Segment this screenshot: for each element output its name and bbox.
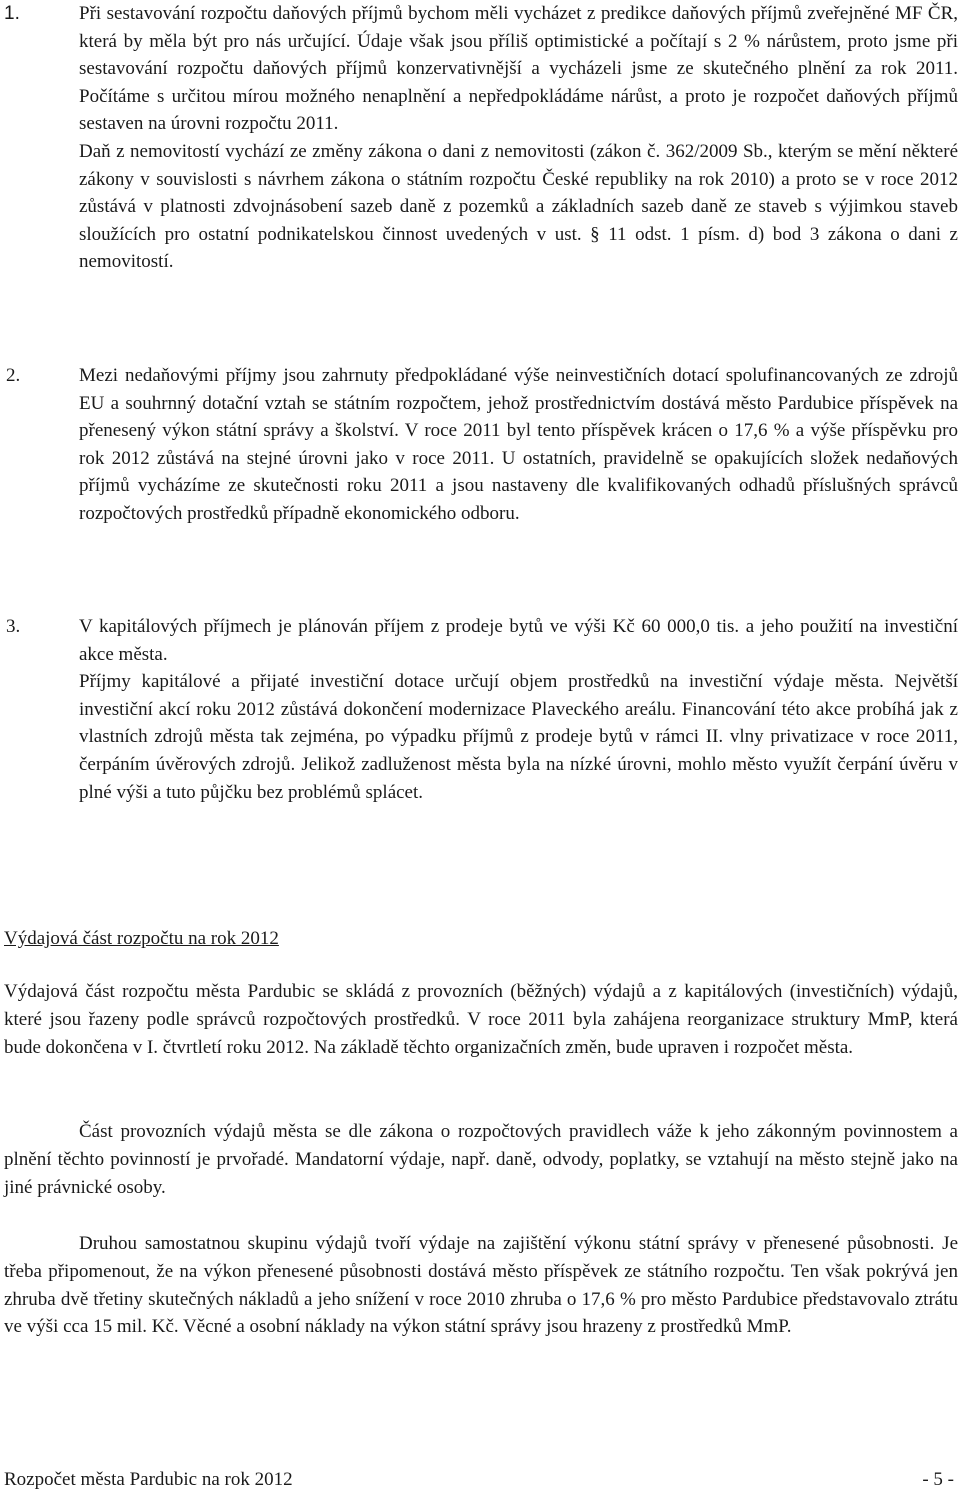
section-heading: Výdajová část rozpočtu na rok 2012 [4,928,279,949]
paragraph: Při sestavování rozpočtu daňových příjmů bychom měli vycházet z predikce daňových příjmů zveřejněné MF ČR, která by měla být pro nás určující. Údaje však jsou příliš optimistické a počítají s 2 % nárůstem, proto jsme při sestavování rozpočtu daňových příjmů konzervativnější a vycházeli jsme ze skutečného plnění za rok 2011. Počítáme s určitou mírou možného nenaplnění a nepředpokládáme nárůst, a proto je rozpočet daňových příjmů sestaven na úrovni rozpočtu 2011. [79,3,958,135]
page-footer [4,1466,958,1494]
list-item-body [79,0,958,276]
paragraph: Část provozních výdajů města se dle zákona o rozpočtových pravidlech váže k jeho zákonným povinnostem a plnění těchto povinností je prvořadé. Mandatorní výdaje, např. daně, odvody, poplatky, se vztahují na město stejně jako na jiné právnické osoby. [4,1121,958,1198]
list-number: 2. [6,365,21,386]
list-item-body [79,362,958,528]
footer-title: Rozpočet města Pardubic na rok 2012 [4,1469,293,1490]
list-item-2 [0,362,960,528]
list-item-1 [0,0,960,276]
paragraph: Druhou samostatnou skupinu výdajů tvoří výdaje na zajištění výkonu státní správy v přenesené působnosti. Je třeba připomenout, že na výkon přenesené působnosti dostává město příspěvek ze státního rozpočtu. Ten však pokrývá jen zhruba dvě třetiny skutečných nákladů a jeho snížení v roce 2010 zhruba o 17,6 % pro město Pardubice představovalo ztrátu ve výši cca 15 mil. Kč. Věcné a osobní náklady na výkon státní správy jsou hrazeny z prostředků MmP. [4,1233,958,1338]
list-number: 1. [4,3,20,24]
paragraph: Příjmy kapitálové a přijaté investiční dotace určují objem prostředků na investiční výdaje města. Největší investiční akcí roku 2012 zůstává dokončení modernizace Plaveckého areálu. Financování této akce probíhá jak z vlastních zdrojů města tak zejména, po výpadku příjmů z prodeje bytů v rámci II. vlny privatizace v roce 2011, čerpáním úvěrových zdrojů. Jelikož zadluženost města byla na nízké úrovni, mohlo město využít čerpání úvěru v plné výši a tuto půjčku bez problémů splácet. [79,671,958,803]
paragraph: Mezi nedaňovými příjmy jsou zahrnuty předpokládané výše neinvestičních dotací spolufinancovaných ze zdrojů EU a souhrnný dotační vztah se státním rozpočtem, jehož prostřednictvím dostává město Pardubice příspěvek na přenesený výkon státní správy a školství. V roce 2011 byl tento příspěvek krácen o 17,6 % a výše příspěvku pro rok 2012 zůstává na stejné úrovni jako v roce 2011. U ostatních, pravidelně se opakujících složek nedaňových příjmů vycházíme ze skutečnosti roku 2011 a jsou nastaveny dle kvalifikovaných odhadů příslušných správců rozpočtových prostředků případně ekonomického odboru. [79,365,958,524]
list-item-3 [0,613,960,806]
paragraph: Daň z nemovitostí vychází ze změny zákona o dani z nemovitosti (zákon č. 362/2009 Sb., kterým se mění některé zákony v souvislosti s návrhem zákona o státním rozpočtu České republiky na rok 2010) a proto se v roce 2012 zůstává v platnosti zdvojnásobení sazeb daně z pozemků a základních sazeb daně ze staveb s výjimkou staveb sloužících pro ostatní podnikatelskou činnost uvedených v ust. § 11 odst. 1 písm. d) bod 3 zákona o dani z nemovitostí. [79,140,958,273]
list-item-body [79,613,958,806]
page-number: - 5 - [922,1469,954,1490]
paragraph: V kapitálových příjmech je plánován příjem z prodeje bytů ve výši Kč 60 000,0 tis. a jeho použití na investiční akce města. [79,616,958,665]
paragraph: Výdajová část rozpočtu města Pardubic se skládá z provozních (běžných) výdajů a z kapitálových (investičních) výdajů, které jsou řazeny podle správců rozpočtových prostředků. V roce 2011 byla zahájena reorganizace struktury MmP, která bude dokončena v I. čtvrtletí roku 2012. Na základě těchto organizačních změn, bude upraven i rozpočet města. [4,981,958,1058]
list-number: 3. [6,616,21,637]
